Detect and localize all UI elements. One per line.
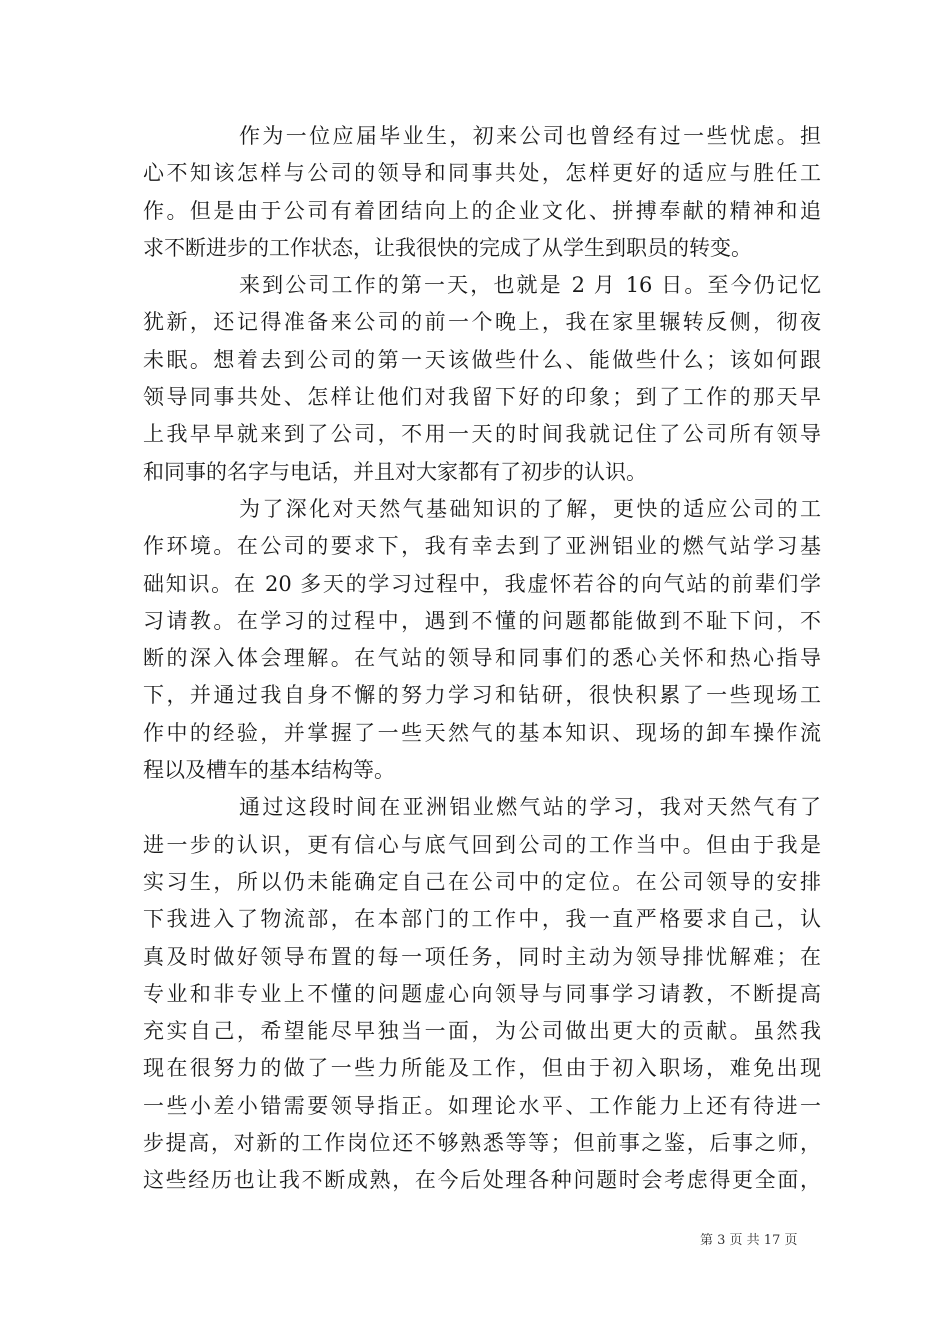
text-line: 实习生，所以仍未能确定自己在公司中的定位。在公司领导的安排 — [143, 869, 821, 894]
text-line: 作中的经验，并掌握了一些天然气的基本知识、现场的卸车操作流 — [143, 720, 821, 745]
paragraph-1 — [143, 118, 821, 267]
text-line: 下我进入了物流部，在本部门的工作中，我一直严格要求自己，认 — [143, 907, 821, 932]
text-line: 础知识。在 20 多天的学习过程中，我虚怀若谷的向气站的前辈们学 — [143, 571, 821, 596]
text-line: 和同事的名字与电话，并且对大家都有了初步的认识。 — [143, 459, 647, 484]
text-line: 作。但是由于公司有着团结向上的企业文化、拼搏奉献的精神和追 — [143, 198, 821, 223]
document-body — [143, 118, 821, 1200]
text-line: 求不断进步的工作状态，让我很快的完成了从学生到职员的转变。 — [143, 235, 752, 260]
text-line: 专业和非专业上不懂的问题虚心向领导与同事学习请教，不断提高 — [143, 981, 821, 1006]
paragraph-4 — [143, 789, 821, 1199]
text-line: 心不知该怎样与公司的领导和同事共处，怎样更好的适应与胜任工 — [143, 161, 821, 186]
text-line: 这些经历也让我不断成熟，在今后处理各种问题时会考虑得更全面， — [143, 1168, 821, 1193]
text-line: 上我早早就来到了公司，不用一天的时间我就记住了公司所有领导 — [143, 422, 821, 447]
text-line: 现在很努力的做了一些力所能及工作，但由于初入职场，难免出现 — [143, 1056, 821, 1081]
text-line: 习请教。在学习的过程中，遇到不懂的问题都能做到不耻下问，不 — [143, 608, 821, 633]
text-line: 犹新，还记得准备来公司的前一个晚上，我在家里辗转反侧，彻夜 — [143, 310, 821, 335]
page-number-footer: 第 3 页 共 17 页 — [700, 1233, 798, 1248]
text-line: 一些小差小错需要领导指正。如理论水平、工作能力上还有待进一 — [143, 1093, 821, 1118]
paragraph-3 — [143, 491, 821, 789]
paragraph-2 — [143, 267, 821, 491]
text-line: 领导同事共处、怎样让他们对我留下好的印象；到了工作的那天早 — [143, 385, 821, 410]
text-line: 作为一位应届毕业生，初来公司也曾经有过一些忧虑。担 — [239, 124, 821, 148]
text-line: 来到公司工作的第一天，也就是 2 月 16 日。至今仍记忆 — [239, 273, 821, 298]
text-line: 进一步的认识，更有信心与底气回到公司的工作当中。但由于我是 — [143, 832, 821, 857]
text-line: 为了深化对天然气基础知识的了解，更快的适应公司的工 — [239, 496, 821, 521]
text-line: 充实自己，希望能尽早独当一面，为公司做出更大的贡献。虽然我 — [143, 1019, 821, 1044]
text-line: 未眠。想着去到公司的第一天该做些什么、能做些什么；该如何跟 — [143, 347, 821, 372]
text-line: 断的深入体会理解。在气站的领导和同事们的悉心关怀和热心指导 — [143, 646, 821, 671]
text-line: 作环境。在公司的要求下，我有幸去到了亚洲铝业的燃气站学习基 — [143, 534, 821, 559]
text-line: 下，并通过我自身不懈的努力学习和钻研，很快积累了一些现场工 — [143, 683, 821, 708]
text-line: 真及时做好领导布置的每一项任务，同时主动为领导排忧解难；在 — [143, 944, 821, 969]
text-line: 通过这段时间在亚洲铝业燃气站的学习，我对天然气有了 — [239, 795, 821, 820]
text-line: 程以及槽车的基本结构等。 — [143, 758, 395, 783]
text-line: 步提高，对新的工作岗位还不够熟悉等等；但前事之鉴，后事之师， — [143, 1131, 821, 1156]
